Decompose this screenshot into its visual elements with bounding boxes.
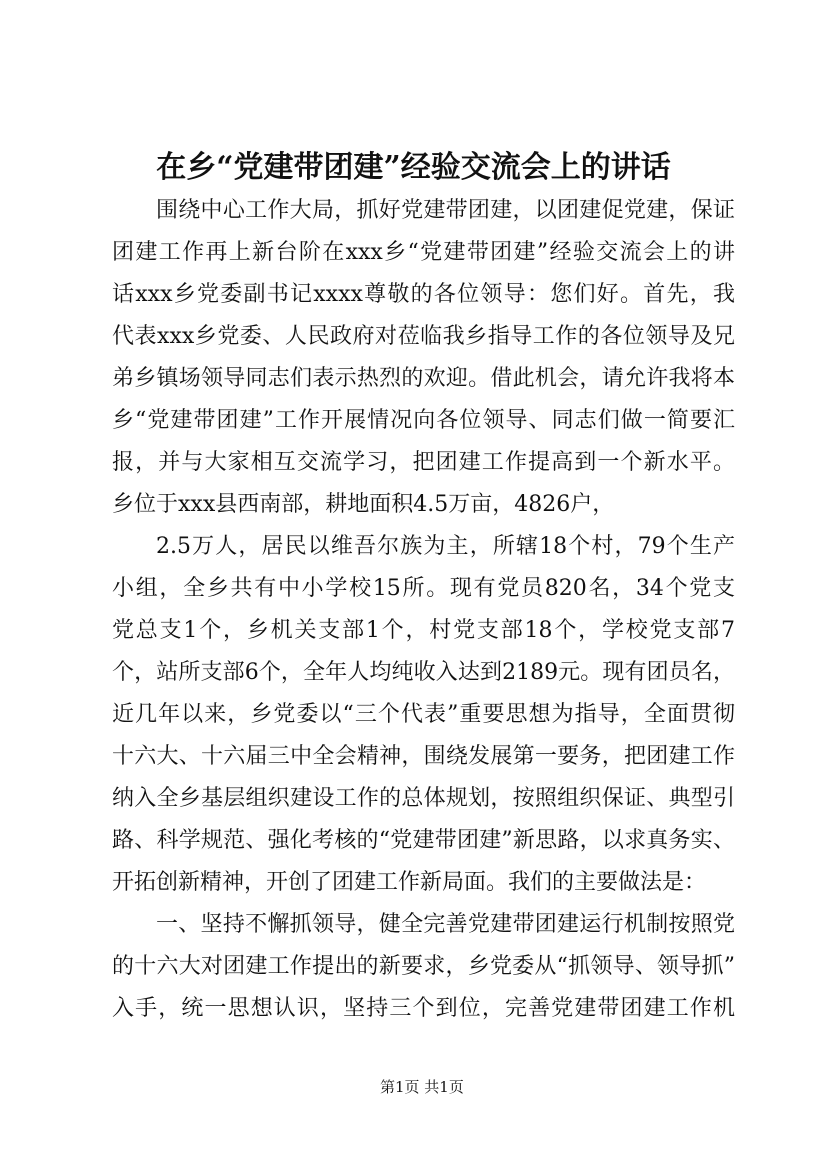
- text-line: 乡位于xxx县西南部，耕地面积4.5万亩，4826户，: [112, 492, 615, 517]
- paragraph-3: [112, 904, 735, 1030]
- text-line: 代表xxx乡党委、人民政府对莅临我乡指导工作的各位领导及兄: [112, 324, 735, 349]
- page-number-footer: 第1页 共1页: [380, 1078, 464, 1096]
- text-line: 一、坚持不懈抓领导，健全完善党建带团建运行机制按照党: [156, 912, 735, 937]
- text-line: 路、科学规范、强化考核的“党建带团建”新思路，以求真务实、: [112, 828, 735, 853]
- text-line: 团建工作再上新台阶在xxx乡“党建带团建”经验交流会上的讲: [112, 240, 735, 265]
- document-title: 在乡“党建带团建”经验交流会上的讲话: [156, 150, 671, 185]
- paragraph-1: [112, 190, 735, 526]
- text-line: 乡“党建带团建”工作开展情况向各位领导、同志们做一简要汇: [112, 408, 735, 433]
- text-line: 报，并与大家相互交流学习，把团建工作提高到一个新水平。: [112, 450, 735, 475]
- text-line: 入手，统一思想认识，坚持三个到位，完善党建带团建工作机: [112, 996, 735, 1021]
- text-line: 纳入全乡基层组织建设工作的总体规划，按照组织保证、典型引: [112, 786, 735, 811]
- text-line: 围绕中心工作大局，抓好党建带团建，以团建促党建，保证: [156, 198, 735, 223]
- document-body: [112, 190, 735, 1030]
- text-line: 开拓创新精神，开创了团建工作新局面。我们的主要做法是：: [112, 870, 707, 895]
- text-line: 2.5万人，居民以维吾尔族为主，所辖18个村，79个生产: [156, 534, 735, 559]
- text-line: 党总支1个，乡机关支部1个，村党支部18个，学校党支部7: [112, 618, 735, 643]
- text-line: 小组，全乡共有中小学校15所。现有党员820名，34个党支: [112, 576, 735, 601]
- text-line: 十六大、十六届三中全会精神，围绕发展第一要务，把团建工作: [112, 744, 735, 769]
- text-line: 话xxx乡党委副书记xxxx尊敬的各位领导：您们好。首先，我: [112, 282, 735, 307]
- text-line: 的十六大对团建工作提出的新要求，乡党委从“抓领导、领导抓”: [112, 954, 735, 979]
- text-line: 弟乡镇场领导同志们表示热烈的欢迎。借此机会，请允许我将本: [112, 366, 735, 391]
- paragraph-2: [112, 526, 735, 904]
- text-line: 个，站所支部6个，全年人均纯收入达到2189元。现有团员名，: [112, 660, 735, 685]
- text-line: 近几年以来，乡党委以“三个代表”重要思想为指导，全面贯彻: [112, 702, 735, 727]
